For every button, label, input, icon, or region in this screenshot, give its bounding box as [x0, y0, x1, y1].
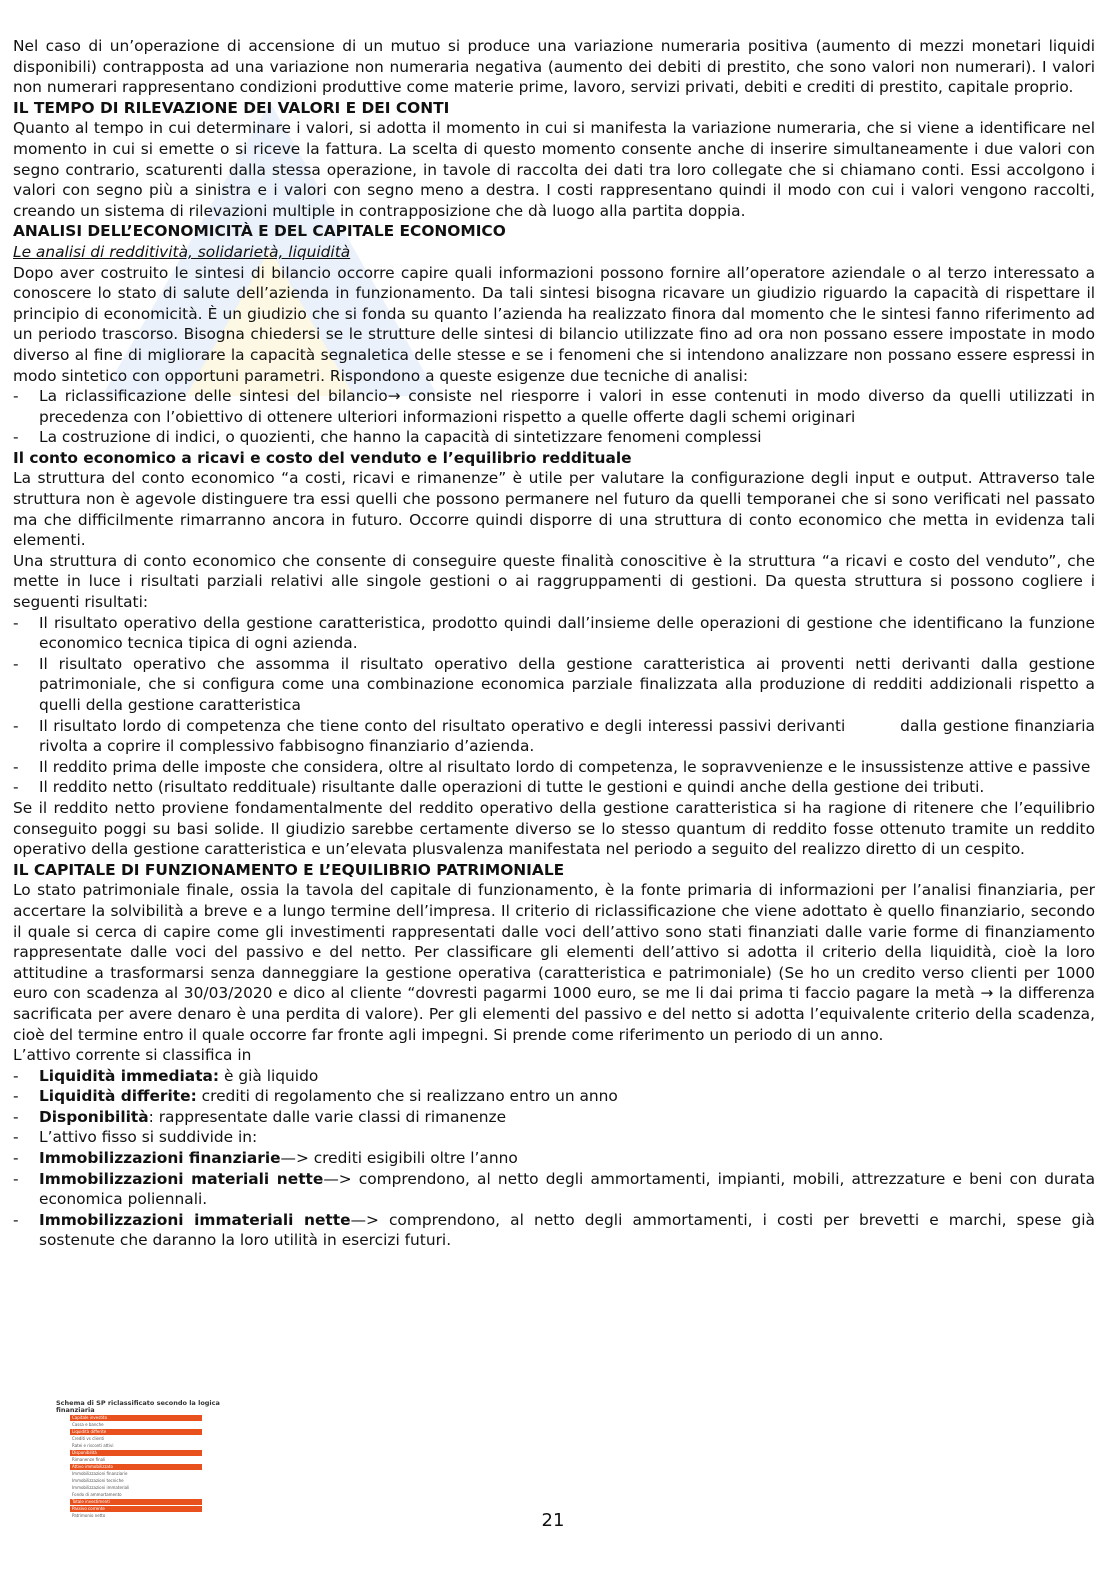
thumbnail-row: Immobilizzazioni immateriali	[70, 1485, 202, 1491]
list-item: - Il risultato operativo della gestione caratteristica, prodotto quindi dall’insieme delle operazioni di gestione che identificano la funzione economico tecnica tipica di ogni azienda.	[13, 613, 1095, 654]
thumbnail-row: Immobilizzazioni tecniche	[70, 1478, 202, 1484]
thumbnail-rows	[52, 1415, 224, 1519]
heading-conto-economico: Il conto economico a ricavi e costo del venduto e l’equilibrio reddituale	[13, 448, 632, 467]
thumbnail-row: Capitale investito	[70, 1415, 202, 1421]
definition: —> crediti esigibili oltre l’anno	[280, 1149, 518, 1168]
list-item	[13, 1107, 1095, 1128]
definition: è già liquido	[219, 1066, 319, 1085]
list-item: - Il reddito prima delle imposte che considera, oltre al risultato lordo di competenza, le sopravvenienze e le insussistenze attive e passive	[13, 757, 1095, 778]
heading-tempo-rilevazione: IL TEMPO DI RILEVAZIONE DEI VALORI E DEI CONTI	[13, 98, 450, 117]
thumbnail-row: Crediti vs clienti	[70, 1436, 202, 1442]
thumbnail-row: Rimanenze finali	[70, 1457, 202, 1463]
list-item	[13, 1066, 1095, 1087]
list-item: - La riclassificazione delle sintesi del bilancio→ consiste nel riesporre i valori in esse contenuti in modo diverso da quelli utilizzati in precedenza con l’obiettivo di ottenere ulteriori informazioni rispetto a quelle offerte dagli schemi originari	[13, 386, 1095, 427]
thumbnail-row: Attivo immobilizzato	[70, 1464, 202, 1470]
term: Immobilizzazioni immateriali nette	[39, 1210, 351, 1229]
thumbnail-row: Disponibilità	[70, 1450, 202, 1456]
list-item: - Il risultato lordo di competenza che tiene conto del risultato operativo e degli interessi passivi derivanti dalla gestione finanziaria rivolta a coprire il complessivo fabbisogno finanziario d’azienda.	[13, 716, 1095, 757]
list-item	[13, 1086, 1095, 1107]
list-risultati	[13, 613, 1100, 798]
term: Liquidità immediata:	[39, 1066, 220, 1085]
thumbnail-title: Schema di SP riclassificato secondo la logica finanziaria	[56, 1399, 220, 1414]
list-item: - Il reddito netto (risultato reddituale) risultante dalle operazioni di tutte le gestioni e quindi anche della gestione dei tributi.	[13, 777, 1095, 798]
thumbnail-row: Patrimonio netto	[70, 1513, 202, 1519]
thumbnail-row: Liquidità differite	[70, 1429, 202, 1435]
thumbnail-row: Fondo di ammortamento	[70, 1492, 202, 1498]
paragraph-mutuo: Nel caso di un’operazione di accensione di un mutuo si produce una variazione numeraria positiva (aumento di mezzi monetari liquidi disponibili) contrapposta ad una variazione non numeraria negativa (aumento dei debiti di prestito, che sono valori non numerari). I valori non numerari rappresentano condizioni produttive come materie prime, lavoro, servizi privati, debiti e crediti di prestito, capitale proprio.	[13, 37, 1095, 97]
paragraph-tempo: Quanto al tempo in cui determinare i valori, si adotta il momento in cui si manifesta la variazione numeraria, che si viene a identificare nel momento in cui si emette o si riceve la fattura. La scelta di questo momento consente anche di inserire simultaneamente i due valori con segno contrario, scaturenti dalla stessa operazione, in tavole di raccolta dei dati tra loro collegate che si chiamano conti. Essi accolgono i valori con segno più a sinistra e i valori con segno meno a destra. I costi rappresentano quindi il modo con cui i valori vengono raccolti, creando un sistema di rilevazioni multiple in contrapposizione che dà luogo alla partita doppia.	[13, 119, 1095, 220]
list-item	[13, 1148, 1095, 1169]
term: Liquidità differite:	[39, 1087, 197, 1106]
paragraph-struttura-ce: La struttura del conto economico “a costi, ricavi e rimanenze” è utile per valutare la configurazione degli input e output. Attraverso tale struttura non è agevole distinguere tra essi quelli che possono permanere nel futuro da quelli temporanei che si sono verificati nel passato ma che difficilmente rimarranno ancora in futuro. Occorre quindi disporre di una struttura di conto economico che metta in evidenza tali elementi.	[13, 469, 1095, 550]
term: Disponibilità	[39, 1107, 149, 1126]
paragraph-ricavi-venduto: Una struttura di conto economico che consente di conseguire queste finalità conoscitive è la struttura “a ricavi e costo del venduto”, che mette in luce i risultati parziali relativi alle singole gestioni o ai raggruppamenti di gestioni. Da questa struttura si possono cogliere i seguenti risultati:	[13, 551, 1095, 612]
definition: crediti di regolamento che si realizzano entro un anno	[196, 1087, 618, 1106]
thumbnail-row: Cassa e banche	[70, 1422, 202, 1428]
list-item: - Il risultato operativo che assomma il risultato operativo della gestione caratteristica ai proventi netti derivanti dalla gestione patrimoniale, che si configura come una combinazione economica parziale finalizzata alla produzione di redditi addizionali rispetto a quelli della gestione caratteristica	[13, 654, 1095, 716]
term: Immobilizzazioni finanziarie	[39, 1149, 281, 1168]
paragraph-sintesi-bilancio: Dopo aver costruito le sintesi di bilancio occorre capire quali informazioni possono fornire all’operatore aziendale o al terzo interessato a conoscere lo stato di salute dell’azienda in funzionamento. Da tali sintesi bisogna ricavare un giudizio riguardo la capacità di rispettare il principio di economicità. È un giudizio che si fonda su quanto l’azienda ha realizzato finora dal momento che le sintesi fanno riferimento ad un periodo trascorso. Bisogna chiedersi se le strutture delle sintesi di bilancio utilizzate fino ad ora non possano essere impostate in modo diverso al fine di migliorare la capacità segnaletica delle stesse e se i fenomeni che si intendono analizzare non possano essere espressi in modo sintetico con opportuni parametri. Rispondono a queste esigenze due tecniche di analisi:	[13, 263, 1095, 385]
definition: L’attivo fisso si suddivide in:	[39, 1128, 258, 1147]
thumbnail-row: Immobilizzazioni finanziarie	[70, 1471, 202, 1477]
thumbnail-row: Totale investimenti	[70, 1499, 202, 1505]
paragraph-reddito-netto: Se il reddito netto proviene fondamentalmente del reddito operativo della gestione caratteristica si ha ragione di ritenere che l’equilibrio conseguito poggi su basi solide. Il giudizio sarebbe certamente diverso se lo stesso quantum di reddito fosse ottenuto tramite un reddito operativo della gestione caratteristica e un’elevata plusvalenza manifestata nel periodo a seguito del realizzo diretto di un cespito.	[13, 798, 1095, 859]
list-item: - La costruzione di indici, o quozienti, che hanno la capacità di sintetizzare fenomeni complessi	[13, 427, 1095, 448]
list-item	[13, 1210, 1095, 1251]
list-item	[13, 1127, 1095, 1148]
thumbnail-row: Passivo corrente	[70, 1506, 202, 1512]
definition: : rappresentate dalle varie classi di rimanenze	[148, 1107, 507, 1126]
definition: —> comprendono, al netto degli ammortamenti, i costi per brevetti e marchi, spese già sostenute che daranno la loro utilità in esercizi futuri.	[39, 1210, 1095, 1250]
subheading-analisi-redditivita: Le analisi di redditività, solidarietà, liquidità	[13, 242, 351, 261]
list-item	[13, 1169, 1095, 1210]
list-attivo	[13, 1066, 1095, 1251]
page-number: 21	[541, 1510, 565, 1531]
definition: —> comprendono, al netto degli ammortamenti, impianti, mobili, attrezzature e beni con durata economica poliennali.	[39, 1169, 1095, 1209]
document-page	[13, 36, 1100, 1251]
paragraph-attivo-corrente: L’attivo corrente si classifica in	[13, 1046, 252, 1065]
term: Immobilizzazioni materiali nette	[39, 1169, 324, 1188]
heading-capitale-funzionamento: IL CAPITALE DI FUNZIONAMENTO E L’EQUILIBRIO PATRIMONIALE	[13, 860, 565, 879]
paragraph-stato-patrimoniale: Lo stato patrimoniale finale, ossia la tavola del capitale di funzionamento, è la fonte primaria di informazioni per l’analisi finanziaria, per accertare la solvibilità a breve e a lungo termine dell’impresa. Il criterio di riclassificazione che viene adottato è quello finanziario, secondo il quale si cerca di capire come gli investimenti rappresentati dalle voci dell’attivo sono stati finanziati dalle varie forme di finanziamento rappresentate dalle voci del passivo e del netto. Per classificare gli elementi dell’attivo si adotta il criterio della liquidità, cioè la loro attitudine a trasformarsi senza danneggiare la gestione operativa (caratteristica e patrimoniale) (Se ho un credito verso clienti per 1000 euro con scadenza al 30/03/2020 e dico al cliente “dovresti pagarmi 1000 euro, se me li dai prima ti faccio pagare la metà → la differenza sacrificata per avere denaro è una perdita di valore). Per gli elementi del passivo e del netto si adotta l’equivalente criterio della scadenza, cioè del termine entro il quale occorre far fronte agli impegni. Si prende come riferimento un periodo di un anno.	[13, 881, 1095, 1044]
schema-sp-thumbnail	[52, 1399, 224, 1518]
heading-analisi-economicita: ANALISI DELL’ECONOMICITÀ E DEL CAPITALE ECONOMICO	[13, 222, 506, 241]
thumbnail-row: Ratei e risconti attivi	[70, 1443, 202, 1449]
list-tecniche-analisi	[13, 386, 1095, 448]
